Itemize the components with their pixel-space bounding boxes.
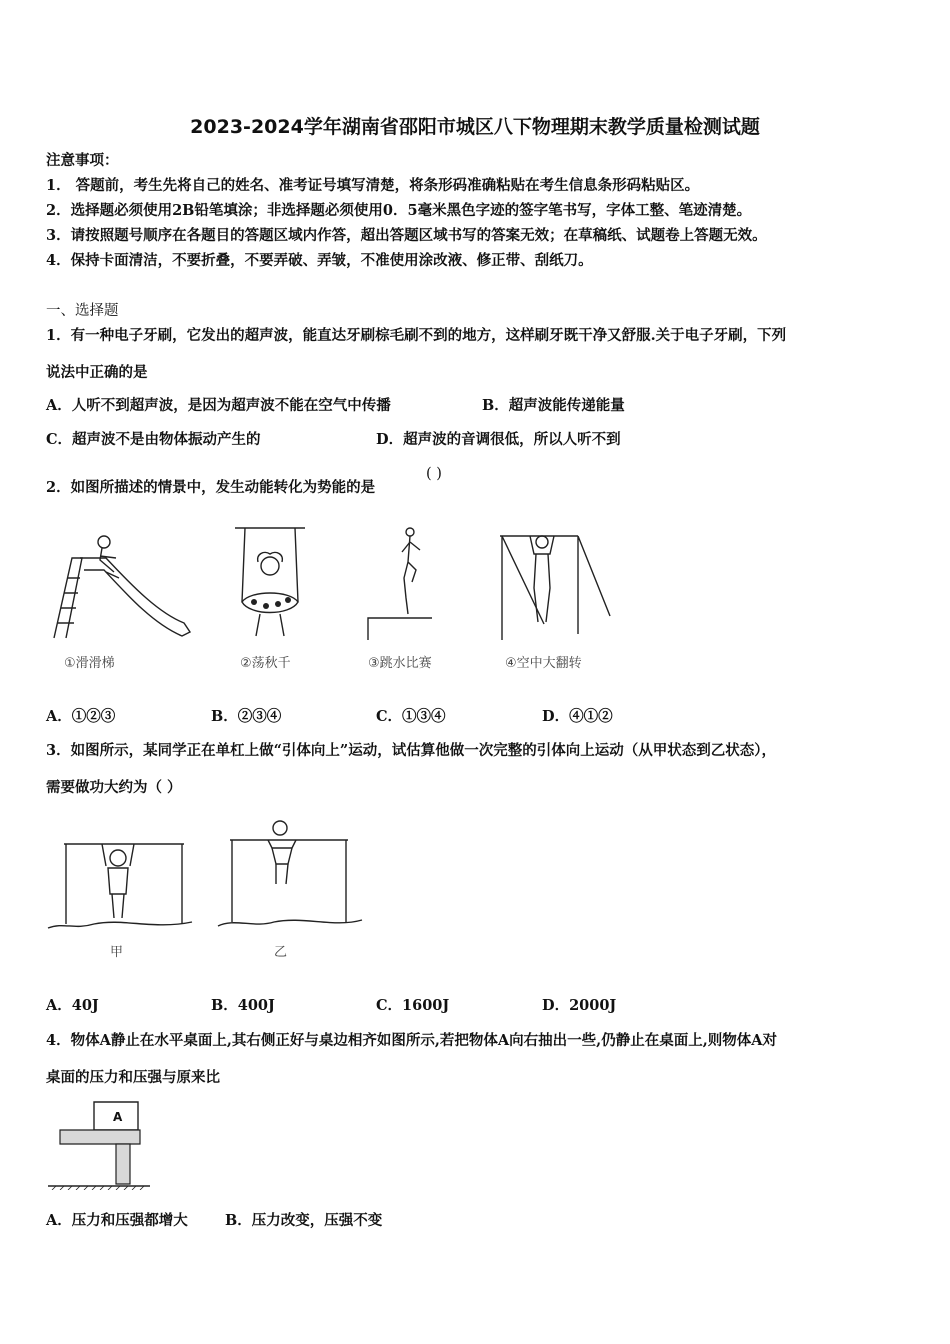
figure-caption: ④空中大翻转 [505,656,582,671]
notice-item: 2．选择题必须使用2B铅笔填涂；非选择题必须使用0．5毫米黑色字迹的签字笔书写，字体工整、笔迹清楚。 [46,202,752,219]
figure-caption: ①滑滑梯 [64,656,115,671]
figure-caption: 乙 [274,945,288,960]
figure-caption: ③跳水比赛 [368,656,432,671]
figure-caption: 甲 [110,945,124,960]
q3-option-c: C．1600J [376,997,450,1014]
figure-caption: ②荡秋千 [240,656,291,671]
q1-option-c: C．超声波不是由物体振动产生的 [46,431,261,448]
q1-stem: 1．有一种电子牙刷，它发出的超声波，能直达牙刷棕毛刷不到的地方，这样刷牙既干净又舒服.关于电子牙刷，下列 [46,327,787,344]
block-label: A [113,1110,123,1124]
pullup-state-b-figure [214,818,364,936]
swing-figure [230,524,310,644]
section-heading: 一、选择题 [46,303,119,319]
q3-option-b: B．400J [211,997,275,1014]
q1-stem-cont: 说法中正确的是 [46,364,148,381]
q4-stem-cont: 桌面的压力和压强与原来比 [46,1069,220,1086]
q2-answer-paren: ( ) [426,466,442,482]
q2-option-b: B．②③④ [211,708,282,725]
table-block-figure [44,1098,154,1190]
page-title: 2023-2024学年湖南省邵阳市城区八下物理期末教学质量检测试题 [190,116,760,138]
q3-stem: 3．如图所示，某同学正在单杠上做“引体向上”运动，试估算他做一次完整的引体向上运动（从甲状态到乙状态）， [46,742,777,759]
q3-option-a: A．40J [46,997,99,1014]
q4-option-a: A．压力和压强都增大 [46,1212,188,1229]
q2-option-c: C．①③④ [376,708,446,725]
q4-option-b: B．压力改变，压强不变 [225,1212,383,1229]
bar-flip-figure [494,524,614,644]
q1-option-a: A．人听不到超声波，是因为超声波不能在空气中传播 [46,397,391,414]
q4-stem: 4．物体A静止在水平桌面上,其右侧正好与桌边相齐如图所示,若把物体A向右抽出一些,仍静止在桌面上,则物体A对 [46,1032,778,1049]
q3-option-d: D．2000J [542,997,617,1014]
slide-figure [44,528,194,643]
notice-item: 1． 答题前，考生先将自己的姓名、准考证号填写清楚，将条形码准确粘贴在考生信息条形码粘贴区。 [46,177,700,194]
pullup-state-a-figure [44,818,194,936]
q3-stem-cont: 需要做功大约为（ ） [46,779,182,796]
notice-heading: 注意事项： [46,152,119,169]
q1-option-d: D．超声波的音调很低，所以人听不到 [376,431,621,448]
notice-item: 4．保持卡面清洁，不要折叠，不要弄破、弄皱，不准使用涂改液、修正带、刮纸刀。 [46,252,593,269]
notice-item: 3．请按照题号顺序在各题目的答题区域内作答，超出答题区域书写的答案无效；在草稿纸、试题卷上答题无效。 [46,227,767,244]
q1-option-b: B．超声波能传递能量 [482,397,625,414]
q2-option-a: A．①②③ [46,708,116,725]
diving-figure [364,522,436,646]
q2-option-d: D．④①② [542,708,613,725]
q2-stem: 2．如图所描述的情景中，发生动能转化为势能的是 [46,479,376,496]
